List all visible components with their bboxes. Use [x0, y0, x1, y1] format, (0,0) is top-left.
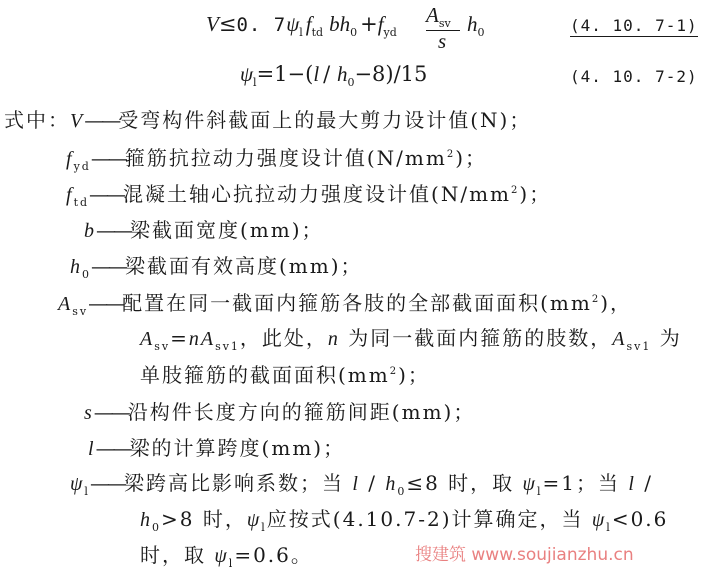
def-symbol-A: A	[140, 328, 155, 350]
def-Asv-text3: 单肢箍筋的截面面积(mm	[140, 363, 390, 387]
def-symbol-sub: l	[228, 557, 235, 570]
def-psi-text3: 时，取	[140, 543, 215, 567]
def-b-line	[84, 214, 324, 243]
def-dash: ——	[89, 471, 124, 495]
def-Asv-line1	[58, 287, 632, 316]
def-symbol-sub: l	[606, 521, 612, 534]
def-symbol-sub: sv	[72, 305, 89, 318]
def-dash: ——	[88, 291, 123, 315]
def-slash: /	[635, 471, 653, 495]
formula-h-sub: 0	[350, 26, 358, 39]
def-Asv-mid: ，此处，	[239, 326, 328, 350]
def-h0-line	[70, 250, 363, 279]
intro-label: 式中：	[4, 108, 70, 132]
fraction-numerator	[426, 3, 451, 28]
formula2-l: l	[313, 62, 320, 86]
def-Asv-text3-end: )；	[398, 363, 430, 387]
def-ftd-text-end: )；	[519, 182, 552, 206]
formula2-slash: /	[323, 62, 337, 86]
def-symbol-h: h	[70, 256, 82, 278]
formula-h2: h	[467, 12, 478, 36]
def-equals: =	[170, 326, 189, 350]
def-symbol-sub: l	[84, 485, 90, 498]
def-Asv-text2: 为同一截面内箍筋的肢数，	[339, 326, 613, 350]
formula2-h-sub: 0	[347, 76, 355, 89]
formula-f2: f	[377, 12, 384, 36]
def-symbol-n: n	[188, 328, 201, 350]
formula-plus: +	[360, 12, 378, 36]
def-fyd-line	[66, 142, 487, 171]
def-l-line	[88, 432, 345, 461]
def-dash: ——	[91, 254, 125, 278]
def-Asv-line2	[140, 322, 682, 351]
def-psi-text3-end: =0.6。	[234, 543, 313, 567]
formula-f: f	[305, 12, 312, 36]
def-psi-line1	[70, 467, 653, 496]
equation-number-2: (4. 10. 7-2)	[570, 67, 698, 86]
def-l-text: 梁的计算跨度(mm)；	[129, 436, 346, 460]
def-ftd-line	[66, 178, 551, 207]
def-symbol-psi: ψ	[591, 509, 607, 531]
def-dash: ——	[93, 400, 128, 424]
def-dash: ——	[89, 182, 124, 206]
formula-4-10-7-2	[240, 62, 427, 87]
def-symbol-A: A	[612, 328, 627, 350]
formula-psi-sub: l	[299, 26, 303, 39]
formula-4-10-7-1	[206, 12, 397, 37]
formula2-psi-sub: l	[253, 76, 257, 89]
def-s-line	[84, 396, 475, 425]
def-symbol-sub: l	[536, 485, 543, 498]
def-psi-limit: <0.6	[611, 507, 669, 531]
formula-h2-sub: 0	[477, 26, 485, 39]
def-s-text: 沿构件长度方向的箍筋间距(mm)；	[127, 400, 476, 424]
def-symbol-psi: ψ	[246, 509, 262, 531]
formula2-rhs-b: −8)/15	[354, 62, 428, 86]
def-symbol-psi: ψ	[70, 473, 85, 495]
def-Asv-end: 为	[651, 326, 682, 350]
def-Asv-text: 配置在同一截面内箍筋各肢的全部截面面积(mm	[122, 291, 592, 315]
def-sup: 2	[591, 294, 601, 305]
def-symbol-V: V	[70, 110, 85, 132]
fraction-s: s	[438, 29, 447, 53]
def-symbol-sub: 0	[82, 268, 91, 281]
def-symbol-h: h	[385, 473, 398, 495]
fraction-A-sub: sv	[438, 17, 451, 30]
def-dash: ——	[95, 436, 130, 460]
def-symbol-l: l	[352, 473, 360, 495]
def-Asv-text-end: )，	[600, 291, 632, 315]
def-symbol-b: b	[84, 220, 96, 242]
formula-f-sub: td	[311, 26, 324, 39]
def-symbol-sub: sv1	[626, 340, 652, 353]
def-symbol-s: s	[84, 402, 94, 424]
def-slash: /	[359, 471, 386, 495]
def-symbol-sub: l	[261, 521, 267, 534]
def-symbol-l: l	[628, 473, 636, 495]
equation-number-1: (4. 10. 7-1)	[570, 16, 698, 35]
def-symbol-sub: 0	[152, 521, 161, 534]
def-psi-line3	[140, 539, 313, 568]
def-Asv-line3	[140, 359, 430, 388]
def-h0-text: 梁截面有效高度(mm)；	[125, 254, 363, 278]
def-sup: 2	[389, 366, 399, 377]
def-dash: ——	[96, 218, 130, 242]
def-symbol-l: l	[88, 438, 96, 460]
def-V-line	[4, 104, 531, 133]
def-symbol-sub: sv1	[215, 340, 240, 353]
def-sup: 2	[446, 149, 456, 160]
formula-coefficient: 0. 7	[236, 14, 287, 36]
def-b-text: 梁截面宽度(mm)；	[130, 218, 324, 242]
def-fyd-text: 箍筋抗拉动力强度设计值(N/mm	[124, 146, 447, 170]
def-psi-ref: 应按式(4.10.7-2)计算确定，当	[266, 507, 592, 531]
def-symbol-sub: td	[73, 196, 90, 209]
def-sup: 2	[511, 185, 520, 196]
def-symbol-h: h	[140, 509, 152, 531]
formula2-psi: ψ	[240, 62, 254, 86]
formula-leq: ≤	[218, 12, 237, 36]
formula-f2-sub: yd	[383, 26, 397, 39]
def-symbol-psi: ψ	[522, 473, 537, 495]
def-psi-val: =1；当	[542, 471, 629, 495]
def-symbol-f: f	[66, 184, 74, 206]
def-psi-line2	[140, 503, 668, 532]
def-symbol-sub: sv	[154, 340, 171, 353]
formula-h0-term	[467, 12, 485, 37]
def-dash: ——	[90, 146, 125, 170]
formula-symbol-V: V	[206, 12, 219, 36]
def-symbol-psi: ψ	[214, 545, 229, 567]
def-fyd-text-end: )；	[455, 146, 487, 170]
def-psi-text: 梁跨高比影响系数；当	[123, 471, 353, 495]
fraction-denominator	[438, 29, 446, 54]
def-dash: ——	[84, 108, 119, 132]
def-psi-cond2: >8 时，	[161, 507, 247, 531]
def-psi-cond: ≤8 时，取	[406, 471, 523, 495]
formula2-h: h	[336, 62, 348, 86]
def-symbol-n: n	[327, 328, 340, 350]
def-symbol-A: A	[58, 293, 73, 315]
formula-psi: ψ	[286, 12, 300, 36]
def-symbol-f: f	[66, 148, 74, 170]
def-V-text: 受弯构件斜截面上的最大剪力设计值(N)；	[118, 108, 532, 132]
def-ftd-text: 混凝土轴心抗拉动力强度设计值(N/mm	[123, 182, 512, 206]
def-symbol-A: A	[200, 328, 216, 350]
formula2-rhs-a: =1−(	[256, 62, 314, 86]
def-symbol-sub: yd	[73, 160, 91, 173]
watermark: 搜建筑 www.soujianzhu.cn	[415, 545, 634, 565]
def-symbol-sub: 0	[397, 485, 407, 498]
fraction-A: A	[426, 3, 439, 27]
formula-bh: bh	[329, 12, 351, 36]
